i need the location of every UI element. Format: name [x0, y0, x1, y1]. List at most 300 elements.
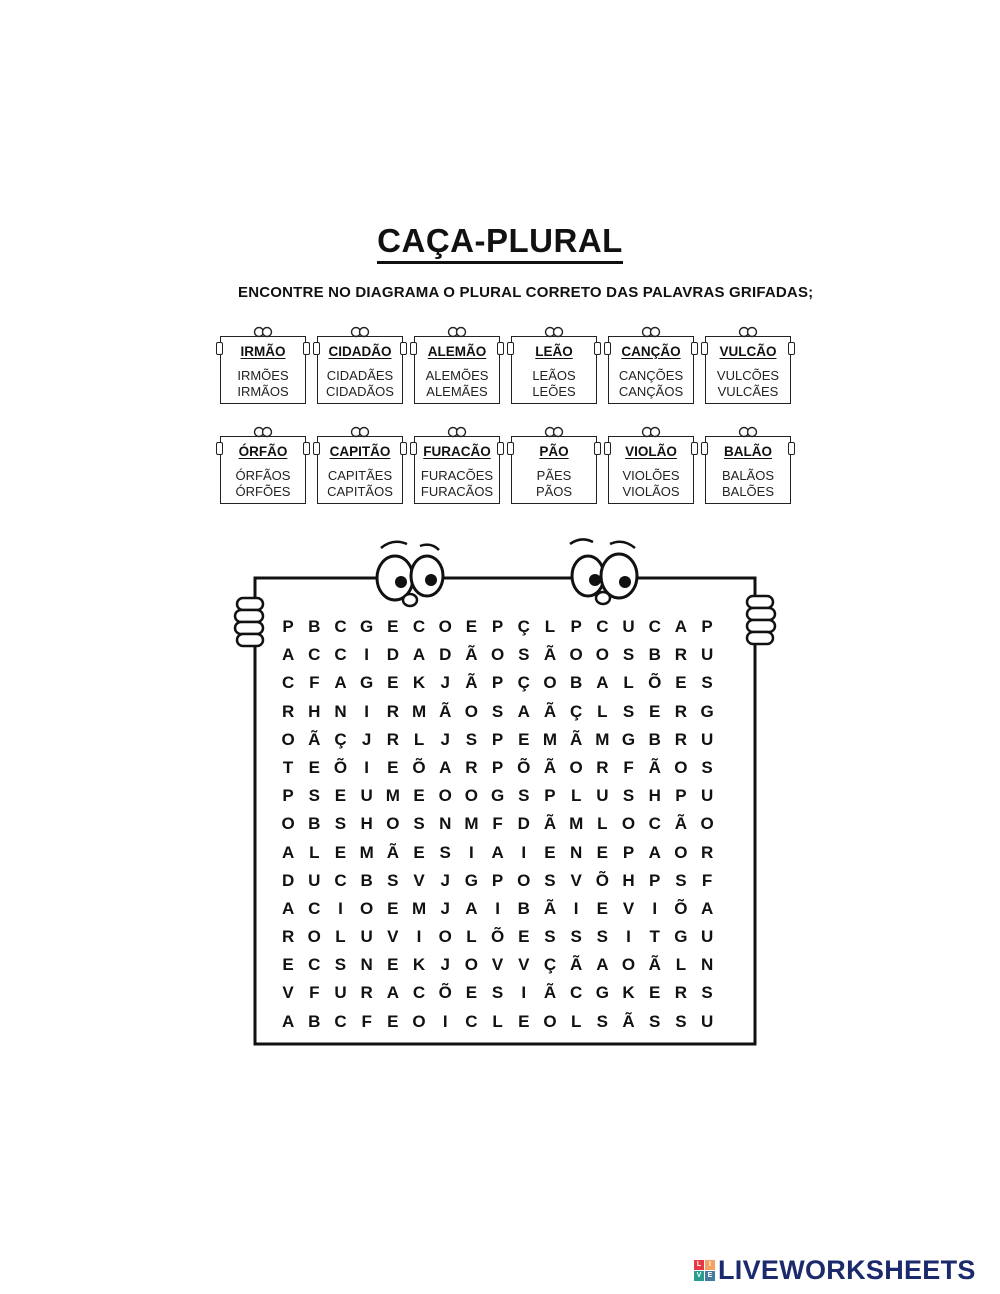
grid-letter[interactable]: O: [490, 645, 505, 665]
grid-letter[interactable]: O: [438, 786, 452, 806]
grid-letter[interactable]: E: [387, 955, 399, 975]
grid-letter[interactable]: Ã: [386, 842, 399, 862]
grid-letter[interactable]: I: [652, 898, 658, 918]
grid-letter[interactable]: A: [386, 983, 399, 1003]
letter-grid[interactable]: [275, 613, 745, 1036]
grid-letter[interactable]: V: [491, 955, 504, 975]
grid-letter[interactable]: R: [596, 757, 609, 777]
grid-letter[interactable]: S: [701, 757, 713, 777]
card-option: VULCÕES: [716, 368, 780, 383]
grid-letter[interactable]: O: [517, 870, 531, 890]
grid-letter[interactable]: U: [360, 786, 373, 806]
grid-letter[interactable]: A: [334, 673, 347, 693]
grid-letter[interactable]: V: [282, 983, 294, 1003]
grid-letter[interactable]: C: [281, 673, 295, 693]
grid-letter[interactable]: C: [596, 617, 609, 636]
card-option: CAPITÃES: [327, 468, 393, 483]
grid-letter[interactable]: C: [334, 617, 347, 636]
grid-letter[interactable]: O: [438, 617, 452, 636]
grid-letter[interactable]: N: [570, 842, 583, 862]
grid-letter[interactable]: C: [334, 870, 347, 890]
grid-letter[interactable]: U: [700, 645, 714, 665]
grid-letter[interactable]: E: [413, 842, 425, 862]
grid-letter[interactable]: M: [464, 814, 479, 834]
grid-letter[interactable]: A: [596, 955, 609, 975]
grid-letter[interactable]: M: [595, 729, 610, 749]
grid-letter[interactable]: S: [413, 814, 425, 834]
grid-letter[interactable]: Ã: [543, 898, 557, 918]
word-card: [705, 336, 791, 404]
grid-letter[interactable]: E: [465, 983, 478, 1003]
grid-letter[interactable]: Ç: [517, 673, 530, 693]
grid-letter[interactable]: P: [570, 617, 582, 636]
grid-letter[interactable]: I: [442, 1011, 448, 1031]
brand-logo: [694, 1255, 976, 1285]
grid-letter[interactable]: Ã: [543, 645, 557, 665]
word-card: [220, 436, 306, 504]
grid-letter[interactable]: H: [648, 786, 661, 806]
word-card: [317, 336, 403, 404]
grid-letter[interactable]: N: [360, 955, 373, 975]
card-clip-icon: [410, 342, 417, 355]
card-word: BALÃO: [724, 444, 772, 459]
grid-letter[interactable]: F: [309, 983, 320, 1003]
grid-letter[interactable]: C: [412, 617, 426, 636]
grid-letter[interactable]: N: [439, 814, 452, 834]
grid-letter[interactable]: Ç: [570, 701, 583, 721]
grid-letter[interactable]: I: [521, 842, 527, 862]
grid-letter[interactable]: B: [308, 814, 321, 834]
grid-letter[interactable]: L: [597, 814, 608, 834]
grid-letter[interactable]: D: [439, 645, 452, 665]
grid-letter[interactable]: S: [675, 1011, 687, 1031]
grid-letter[interactable]: S: [701, 673, 713, 693]
grid-letter[interactable]: K: [412, 955, 426, 975]
grid-letter[interactable]: Ã: [465, 673, 478, 693]
grid-letter[interactable]: S: [518, 786, 530, 806]
grid-letter[interactable]: J: [440, 898, 450, 918]
grid-letter[interactable]: E: [649, 983, 661, 1003]
grid-letter[interactable]: E: [387, 757, 399, 777]
grid-letter[interactable]: S: [544, 927, 556, 947]
grid-letter[interactable]: Ã: [570, 729, 583, 749]
grid-letter[interactable]: I: [495, 898, 500, 918]
grid-letter[interactable]: A: [465, 898, 478, 918]
grid-letter[interactable]: Õ: [490, 927, 505, 947]
grid-letter[interactable]: I: [364, 645, 370, 665]
grid-letter[interactable]: D: [517, 814, 530, 834]
grid-letter[interactable]: S: [544, 870, 556, 890]
grid-letter[interactable]: A: [491, 842, 504, 862]
grid-letter[interactable]: Ã: [543, 814, 557, 834]
grid-letter[interactable]: A: [412, 645, 426, 665]
grid-letter[interactable]: R: [674, 983, 688, 1003]
grid-letter[interactable]: V: [518, 955, 530, 975]
grid-letter[interactable]: R: [465, 757, 478, 777]
grid-letter[interactable]: D: [386, 645, 399, 665]
grid-letter[interactable]: U: [700, 1011, 714, 1031]
grid-letter[interactable]: P: [491, 673, 504, 693]
grid-letter[interactable]: E: [675, 673, 687, 693]
grid-letter[interactable]: K: [622, 983, 635, 1003]
grid-letter[interactable]: N: [700, 955, 714, 975]
grid-letter[interactable]: R: [281, 927, 295, 947]
grid-letter[interactable]: S: [334, 955, 347, 975]
card-option: ÓRFÃOS: [235, 468, 291, 483]
grid-letter[interactable]: J: [440, 673, 450, 693]
grid-letter[interactable]: J: [361, 729, 372, 749]
grid-letter[interactable]: M: [385, 786, 400, 806]
card-option: ALEMÕES: [425, 368, 489, 383]
grid-letter[interactable]: O: [386, 814, 400, 834]
grid-letter[interactable]: J: [440, 729, 450, 749]
card-hanger-icon: [349, 325, 371, 339]
grid-letter[interactable]: U: [700, 786, 714, 806]
grid-letter[interactable]: Ã: [570, 955, 583, 975]
grid-letter[interactable]: U: [622, 617, 635, 636]
grid-letter[interactable]: T: [282, 757, 294, 777]
grid-letter[interactable]: O: [543, 673, 557, 693]
grid-letter[interactable]: C: [570, 983, 583, 1003]
grid-letter[interactable]: O: [360, 898, 374, 918]
grid-letter[interactable]: S: [596, 927, 609, 947]
grid-letter[interactable]: B: [308, 617, 321, 636]
grid-letter[interactable]: L: [309, 842, 320, 862]
card-clip-icon: [507, 442, 514, 455]
grid-letter[interactable]: O: [674, 842, 688, 862]
grid-letter[interactable]: C: [334, 645, 347, 665]
grid-letter[interactable]: P: [491, 729, 504, 749]
grid-letter[interactable]: Ç: [334, 729, 347, 749]
grid-letter[interactable]: Õ: [412, 757, 426, 777]
grid-letter[interactable]: I: [364, 757, 370, 777]
grid-letter[interactable]: L: [335, 927, 346, 947]
grid-letter[interactable]: L: [544, 617, 556, 636]
grid-letter[interactable]: O: [543, 1011, 557, 1031]
grid-letter[interactable]: E: [518, 1011, 530, 1031]
grid-letter[interactable]: S: [596, 1011, 609, 1031]
grid-letter[interactable]: Ã: [648, 757, 661, 777]
grid-letter[interactable]: E: [596, 898, 609, 918]
grid-letter[interactable]: A: [281, 898, 295, 918]
grid-letter[interactable]: H: [360, 814, 373, 834]
grid-letter[interactable]: C: [648, 814, 661, 834]
grid-letter[interactable]: O: [621, 814, 636, 834]
grid-letter[interactable]: G: [674, 927, 688, 947]
card-clip-icon: [313, 442, 320, 455]
card-option: VIOLÕES: [622, 468, 680, 483]
grid-letter[interactable]: E: [334, 842, 347, 862]
grid-letter[interactable]: R: [674, 701, 688, 721]
grid-letter[interactable]: E: [387, 898, 399, 918]
card-option: IRMÕES: [237, 368, 289, 383]
grid-letter[interactable]: A: [281, 842, 295, 862]
grid-letter[interactable]: L: [675, 955, 687, 975]
grid-letter[interactable]: Õ: [438, 983, 452, 1003]
card-clip-icon: [594, 442, 601, 455]
grid-letter[interactable]: S: [308, 786, 320, 806]
grid-letter[interactable]: C: [465, 1011, 478, 1031]
grid-letter[interactable]: Õ: [595, 870, 609, 890]
grid-letter[interactable]: C: [648, 617, 661, 636]
grid-letter[interactable]: U: [308, 870, 321, 890]
grid-letter[interactable]: O: [464, 701, 479, 721]
grid-letter[interactable]: H: [308, 701, 321, 721]
right-eyes-icon: [570, 539, 637, 604]
grid-letter[interactable]: E: [282, 955, 294, 975]
grid-letter[interactable]: P: [491, 870, 504, 890]
grid-letter[interactable]: A: [596, 673, 609, 693]
grid-letter[interactable]: L: [413, 729, 425, 749]
grid-letter[interactable]: C: [334, 1011, 347, 1031]
grid-letter[interactable]: O: [621, 955, 636, 975]
grid-letter[interactable]: F: [492, 814, 503, 834]
card-word: FURACÃO: [423, 444, 491, 459]
grid-letter[interactable]: O: [569, 757, 583, 777]
grid-letter[interactable]: F: [361, 1011, 372, 1031]
grid-letter[interactable]: S: [518, 645, 530, 665]
grid-letter[interactable]: A: [439, 757, 452, 777]
grid-letter[interactable]: I: [573, 898, 579, 918]
grid-letter[interactable]: J: [440, 955, 450, 975]
grid-letter[interactable]: E: [518, 729, 530, 749]
grid-letter[interactable]: I: [364, 701, 370, 721]
grid-letter[interactable]: F: [701, 870, 713, 890]
grid-letter[interactable]: S: [465, 729, 478, 749]
grid-letter[interactable]: A: [674, 617, 688, 636]
grid-letter[interactable]: S: [649, 1011, 661, 1031]
grid-letter[interactable]: S: [387, 870, 399, 890]
grid-letter[interactable]: E: [387, 673, 399, 693]
grid-letter[interactable]: I: [626, 927, 631, 947]
grid-letter[interactable]: L: [570, 1011, 582, 1031]
word-card: [414, 436, 500, 504]
grid-letter[interactable]: Ã: [674, 814, 688, 834]
card-option: CANÇÕES: [618, 368, 684, 383]
grid-letter[interactable]: G: [360, 617, 374, 636]
grid-letter[interactable]: P: [282, 786, 294, 806]
card-clip-icon: [701, 442, 708, 455]
grid-letter[interactable]: O: [700, 814, 714, 834]
grid-letter[interactable]: J: [440, 870, 450, 890]
card-clip-icon: [400, 342, 407, 355]
grid-letter[interactable]: B: [648, 729, 661, 749]
grid-letter[interactable]: A: [281, 1011, 295, 1031]
grid-letter[interactable]: I: [469, 842, 474, 862]
grid-letter[interactable]: F: [309, 673, 320, 693]
grid-letter[interactable]: S: [622, 786, 635, 806]
grid-letter[interactable]: S: [701, 983, 713, 1003]
grid-letter[interactable]: R: [386, 729, 399, 749]
grid-letter[interactable]: O: [569, 645, 583, 665]
grid-letter[interactable]: I: [521, 983, 527, 1003]
grid-letter[interactable]: S: [334, 814, 347, 834]
grid-letter[interactable]: A: [648, 842, 661, 862]
card-word: VULCÃO: [719, 344, 777, 359]
card-option: BALÕES: [721, 484, 775, 499]
grid-letter[interactable]: B: [570, 673, 583, 693]
grid-letter[interactable]: O: [281, 814, 295, 834]
grid-letter[interactable]: E: [518, 927, 530, 947]
grid-letter[interactable]: G: [360, 673, 374, 693]
grid-letter[interactable]: Ã: [622, 1011, 635, 1031]
grid-letter[interactable]: C: [308, 898, 321, 918]
grid-letter[interactable]: P: [701, 617, 713, 636]
grid-letter[interactable]: D: [281, 870, 295, 890]
grid-letter[interactable]: U: [334, 983, 347, 1003]
grid-letter[interactable]: B: [648, 645, 661, 665]
card-option: FURACÃOS: [420, 484, 494, 499]
grid-letter[interactable]: R: [281, 701, 295, 721]
card-clip-icon: [303, 342, 310, 355]
grid-letter[interactable]: G: [621, 729, 636, 749]
grid-letter[interactable]: K: [412, 673, 426, 693]
grid-letter[interactable]: G: [464, 870, 479, 890]
grid-letter[interactable]: Ç: [543, 955, 557, 975]
grid-letter[interactable]: U: [700, 927, 714, 947]
grid-letter[interactable]: U: [700, 729, 714, 749]
grid-letter[interactable]: G: [595, 983, 609, 1003]
grid-letter[interactable]: E: [334, 786, 347, 806]
grid-letter[interactable]: E: [413, 786, 425, 806]
card-option: IRMÃOS: [237, 384, 289, 399]
grid-letter[interactable]: L: [466, 927, 477, 947]
grid-letter[interactable]: L: [570, 786, 582, 806]
grid-letter[interactable]: E: [308, 757, 320, 777]
grid-letter[interactable]: M: [542, 729, 558, 749]
grid-letter[interactable]: V: [570, 870, 582, 890]
grid-letter[interactable]: L: [492, 1011, 503, 1031]
grid-letter[interactable]: P: [491, 757, 504, 777]
grid-letter[interactable]: U: [596, 786, 609, 806]
grid-letter[interactable]: Ã: [439, 701, 452, 721]
grid-letter[interactable]: L: [623, 673, 634, 693]
grid-letter[interactable]: P: [649, 870, 661, 890]
card-word: ÓRFÃO: [238, 444, 288, 459]
grid-letter[interactable]: A: [517, 701, 530, 721]
grid-letter[interactable]: E: [596, 842, 609, 862]
grid-letter[interactable]: M: [411, 898, 427, 918]
grid-letter[interactable]: A: [700, 898, 714, 918]
grid-letter[interactable]: V: [622, 898, 635, 918]
grid-letter[interactable]: E: [387, 617, 399, 636]
word-card: [414, 336, 500, 404]
grid-letter[interactable]: C: [308, 955, 321, 975]
grid-letter[interactable]: Ã: [465, 645, 478, 665]
brand-name: LIVEWORKSHEETS: [718, 1254, 976, 1285]
grid-letter[interactable]: Ã: [543, 757, 557, 777]
word-search-board: [225, 530, 785, 1050]
grid-letter[interactable]: H: [622, 870, 635, 890]
grid-letter[interactable]: B: [517, 898, 530, 918]
card-hanger-icon: [543, 325, 565, 339]
grid-letter[interactable]: I: [338, 898, 343, 918]
grid-letter[interactable]: O: [595, 645, 609, 665]
grid-letter[interactable]: Õ: [517, 757, 531, 777]
grid-letter[interactable]: Ã: [648, 955, 661, 975]
grid-letter[interactable]: O: [464, 955, 479, 975]
card-option: ÓRFÕES: [235, 484, 291, 499]
grid-letter[interactable]: O: [674, 757, 688, 777]
grid-letter[interactable]: P: [282, 617, 294, 636]
grid-letter[interactable]: R: [360, 983, 373, 1003]
grid-letter[interactable]: Ç: [517, 617, 530, 636]
grid-letter[interactable]: C: [412, 983, 426, 1003]
grid-letter[interactable]: Ã: [543, 701, 557, 721]
card-word: ALEMÃO: [427, 344, 487, 359]
grid-letter[interactable]: Õ: [674, 898, 688, 918]
card-word: VIOLÃO: [625, 444, 677, 459]
grid-letter[interactable]: I: [416, 927, 422, 947]
grid-letter[interactable]: P: [675, 786, 687, 806]
card-hanger-icon: [252, 325, 274, 339]
card-option: FURACÕES: [420, 468, 494, 483]
grid-letter[interactable]: E: [649, 701, 661, 721]
grid-letter[interactable]: O: [412, 1011, 426, 1031]
card-word: CIDADÃO: [328, 344, 392, 359]
word-card: [317, 436, 403, 504]
grid-letter[interactable]: R: [386, 701, 399, 721]
grid-letter[interactable]: A: [281, 645, 295, 665]
grid-letter[interactable]: P: [491, 617, 504, 636]
grid-letter[interactable]: L: [597, 701, 608, 721]
grid-letter[interactable]: Ã: [308, 729, 321, 749]
grid-letter[interactable]: M: [569, 814, 584, 834]
grid-letter[interactable]: E: [387, 1011, 399, 1031]
grid-letter[interactable]: B: [308, 1011, 321, 1031]
grid-letter[interactable]: E: [465, 617, 478, 636]
grid-letter[interactable]: E: [544, 842, 556, 862]
grid-letter[interactable]: N: [334, 701, 347, 721]
grid-letter[interactable]: P: [622, 842, 635, 862]
grid-letter[interactable]: S: [439, 842, 451, 862]
grid-letter[interactable]: S: [491, 983, 504, 1003]
grid-letter[interactable]: S: [622, 701, 635, 721]
grid-letter[interactable]: B: [360, 870, 373, 890]
grid-letter[interactable]: Õ: [648, 673, 662, 693]
card-word: IRMÃO: [240, 344, 286, 359]
grid-letter[interactable]: Ã: [543, 983, 557, 1003]
grid-letter[interactable]: U: [360, 927, 373, 947]
card-clip-icon: [604, 442, 611, 455]
grid-letter[interactable]: O: [307, 927, 321, 947]
card-hanger-icon: [446, 325, 468, 339]
grid-letter[interactable]: S: [675, 870, 687, 890]
grid-letter[interactable]: G: [700, 701, 714, 721]
grid-letter[interactable]: G: [490, 786, 505, 806]
grid-letter[interactable]: Õ: [333, 757, 348, 777]
grid-letter[interactable]: R: [674, 645, 688, 665]
grid-letter[interactable]: P: [544, 786, 556, 806]
grid-letter[interactable]: R: [700, 842, 714, 862]
grid-letter[interactable]: S: [622, 645, 635, 665]
card-hanger-icon: [543, 425, 565, 439]
grid-letter[interactable]: V: [413, 870, 425, 890]
grid-letter[interactable]: S: [491, 701, 504, 721]
grid-letter[interactable]: M: [359, 842, 374, 862]
grid-letter[interactable]: O: [464, 786, 479, 806]
grid-letter[interactable]: V: [387, 927, 399, 947]
grid-letter[interactable]: T: [649, 927, 660, 947]
grid-letter[interactable]: F: [623, 757, 634, 777]
grid-letter[interactable]: R: [674, 729, 688, 749]
card-clip-icon: [691, 342, 698, 355]
grid-letter[interactable]: S: [570, 927, 582, 947]
grid-letter[interactable]: O: [438, 927, 452, 947]
grid-letter[interactable]: C: [308, 645, 321, 665]
grid-letter[interactable]: M: [411, 701, 427, 721]
grid-letter[interactable]: O: [281, 729, 295, 749]
